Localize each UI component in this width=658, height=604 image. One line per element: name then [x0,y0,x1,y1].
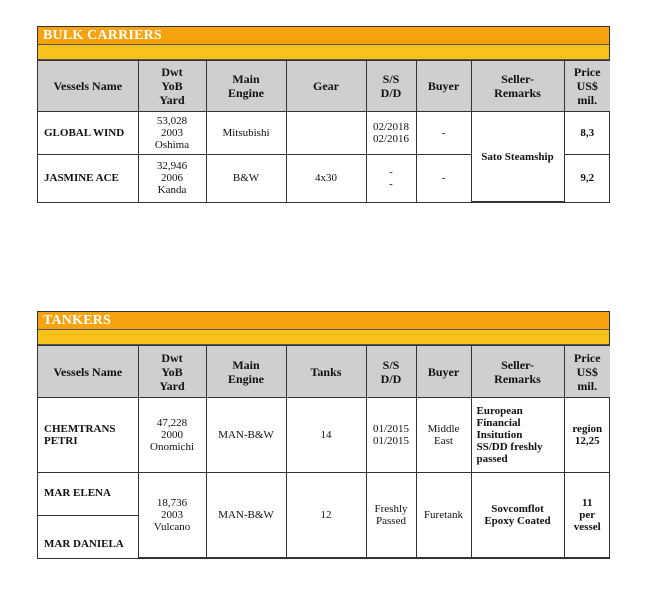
col-vessels-name: Vessels Name [38,346,138,398]
tanks: 14 [286,398,366,473]
price [564,398,610,473]
vessel-name [38,398,138,473]
bulk-carriers-section [37,26,610,203]
yob-value: 2006 [161,172,183,185]
ss-value: 02/2018 [372,121,410,133]
col-dwt-yob-yard [138,346,206,398]
bulk-carriers-title: BULK CARRIERS [38,27,609,45]
col-yob-label: YoB [161,79,183,93]
yob-value: 2003 [161,509,183,521]
dwt-value: 53,028 [156,115,188,127]
seller-remarks: Sato Steamship [471,112,564,202]
col-engine-label: Engine [227,86,264,100]
col-buyer: Buyer [416,346,471,398]
ss-value: 01/2015 [372,423,410,435]
ss-dd [366,155,416,202]
table-header-row [38,61,610,112]
price-line1: region [572,423,603,435]
gear [286,112,366,155]
tanks: 12 [286,473,366,558]
ss-dd [366,473,416,558]
price-line2: 12,25 [574,435,600,447]
col-dwt-label: Dwt [161,350,183,365]
tankers-section [37,311,610,559]
bulk-carriers-subheader-bar [38,45,609,60]
table-header-row [38,346,610,398]
seller-line4: SS/DD freshly [476,441,543,453]
col-engine-label: Engine [227,371,264,386]
col-vessels-name: Vessels Name [38,61,138,112]
col-currency-label: US$ [576,79,598,93]
yard-value: Onomichi [150,441,194,453]
table-row [38,473,610,516]
ss-dd [366,112,416,155]
vessel-name-line2: PETRI [44,435,78,447]
main-engine: MAN-B&W [206,473,286,558]
col-remarks-label: Remarks [494,371,541,386]
col-yard-label: Yard [159,378,185,393]
dd-value: - [389,178,393,191]
seller-line2: Financial [476,417,521,429]
buyer: - [416,155,471,202]
dwt-value: 47,228 [156,417,188,429]
col-buyer: Buyer [416,61,471,112]
col-ss-label: S/S [382,72,400,86]
price: 9,2 [564,155,610,202]
yard-value: Vulcano [153,521,191,533]
price: 8,3 [564,112,610,155]
col-yob-label: YoB [161,364,183,379]
buyer [416,398,471,473]
col-yard-label: Yard [159,93,185,107]
col-price-label: Price [573,65,601,79]
seller-remarks [471,398,564,473]
table-row [38,112,610,155]
yard-value: Oshima [154,139,190,151]
seller-line5: passed [476,453,508,465]
col-dd-label: D/D [380,86,402,100]
seller-remarks [471,473,564,558]
buyer: - [416,112,471,155]
dd-value: 01/2015 [372,435,410,447]
bulk-carriers-table [38,60,610,202]
gear: 4x30 [286,155,366,202]
dwt-value: 32,946 [156,160,188,173]
col-seller-remarks [471,346,564,398]
col-currency-label: US$ [576,364,598,379]
dwt-yob-yard [138,398,206,473]
vessel-name: MAR DANIELA [38,516,138,558]
col-main-label: Main [232,357,260,372]
col-seller-remarks [471,61,564,112]
ss-line1: Freshly [374,503,408,515]
col-tanks: Tanks [286,346,366,398]
col-dd-label: D/D [380,371,402,386]
buyer-line2: East [434,435,453,447]
price-line3: vessel [573,521,601,533]
col-price [564,61,610,112]
seller-line1: European [476,405,523,417]
tankers-table [38,345,610,558]
seller-line3: Insitution [476,429,523,441]
col-main-label: Main [232,72,260,86]
col-main-engine [206,346,286,398]
price [564,473,610,558]
yob-value: 2000 [161,429,183,441]
ss-dd [366,398,416,473]
tankers-subheader-bar [38,330,609,345]
col-gear: Gear [286,61,366,112]
col-dwt-yob-yard [138,61,206,112]
col-seller-label: Seller- [501,72,534,86]
table-row [38,398,610,473]
vessel-name: JASMINE ACE [38,155,138,202]
price-line2: per [579,509,596,521]
dd-value: 02/2016 [372,133,410,145]
buyer: Furetank [416,473,471,558]
main-engine: Mitsubishi [206,112,286,155]
seller-line2: Epoxy Coated [484,515,551,527]
vessel-name: GLOBAL WIND [38,112,138,155]
col-price [564,346,610,398]
price-line1: 11 [582,497,593,509]
dwt-value: 18,736 [156,497,188,509]
col-ss-dd [366,61,416,112]
ss-line2: Passed [376,515,406,527]
tankers-title: TANKERS [38,312,609,330]
main-engine: B&W [206,155,286,202]
main-engine: MAN-B&W [206,398,286,473]
col-unit-label: mil. [577,93,598,107]
col-price-label: Price [573,350,601,365]
yard-value: Kanda [157,184,187,197]
ss-value: - [389,166,393,179]
buyer-line1: Middle [427,423,460,435]
yob-value: 2003 [161,127,183,139]
vessel-name: MAR ELENA [38,473,138,516]
dwt-yob-yard [138,155,206,202]
vessel-name-line1: CHEMTRANS [44,423,116,435]
col-ss-dd [366,346,416,398]
col-unit-label: mil. [577,378,598,393]
col-remarks-label: Remarks [494,86,541,100]
col-dwt-label: Dwt [161,65,183,79]
col-main-engine [206,61,286,112]
col-seller-label: Seller- [501,357,534,372]
dwt-yob-yard [138,473,206,558]
dwt-yob-yard [138,112,206,155]
col-ss-label: S/S [382,357,400,372]
seller-line1: Sovcomflot [491,503,544,515]
